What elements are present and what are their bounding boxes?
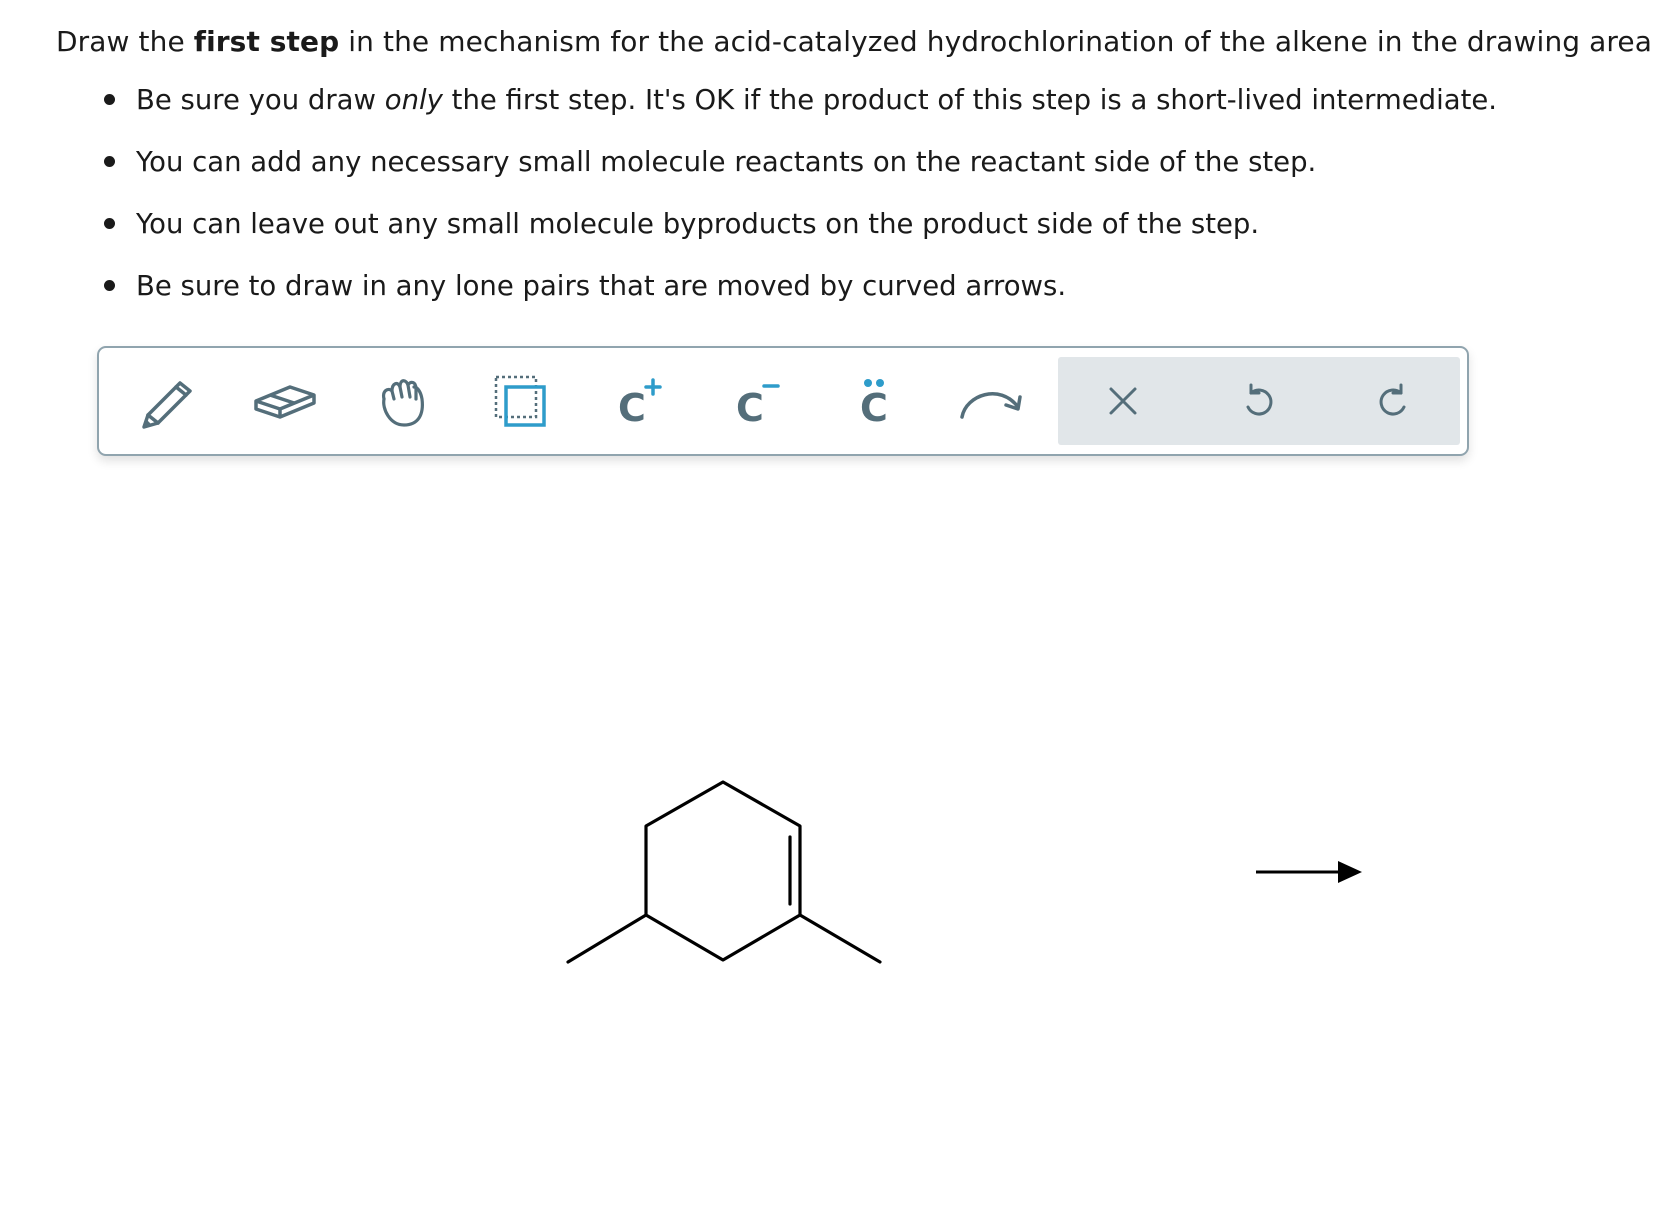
cyclohexene-ring	[646, 782, 800, 960]
lone-pair-tool-button[interactable]	[819, 356, 929, 446]
pencil-icon	[134, 369, 198, 433]
carbocation-letter: C	[618, 386, 646, 430]
instruction-item	[96, 264, 1497, 326]
instruction-emphasis: only	[384, 84, 443, 116]
pencil-tool-button[interactable]	[111, 356, 221, 446]
drawing-area[interactable]	[0, 470, 1654, 1216]
redo-button[interactable]	[1338, 357, 1448, 445]
carbanion-tool-button[interactable]	[701, 356, 811, 446]
select-tool-button[interactable]	[465, 356, 575, 446]
clear-button[interactable]	[1068, 357, 1178, 445]
instruction-text: the first step. It's OK if the product of this step is a short-lived intermediate.	[442, 84, 1498, 116]
methyl-bond-left	[568, 915, 646, 962]
instruction-text: Be sure you draw	[136, 84, 385, 116]
carbocation-icon	[606, 369, 670, 433]
reaction-arrow	[1256, 861, 1362, 883]
question-text	[56, 20, 1654, 64]
drawing-toolbar	[97, 346, 1469, 456]
eraser-icon	[252, 369, 316, 433]
instruction-text: You can add any necessary small molecule reactants on the reactant side of the step.	[136, 146, 1317, 178]
instruction-list	[96, 78, 1497, 326]
curved-arrow-icon	[956, 369, 1028, 433]
instruction-text: You can leave out any small molecule byproducts on the product side of the step.	[136, 208, 1260, 240]
instruction-item	[96, 202, 1497, 264]
hand-icon	[370, 369, 434, 433]
eraser-tool-button[interactable]	[229, 356, 339, 446]
alkene-molecule	[568, 782, 880, 962]
lone-pair-icon	[842, 369, 906, 433]
molecule-canvas	[0, 470, 1654, 1216]
hand-tool-button[interactable]	[347, 356, 457, 446]
instruction-text: Be sure to draw in any lone pairs that are moved by curved arrows.	[136, 270, 1067, 302]
instruction-item	[96, 140, 1497, 202]
question-post: in the mechanism for the acid-catalyzed hydrochlorination of the alkene in the drawing area	[339, 25, 1652, 58]
select-icon	[488, 369, 552, 433]
undo-button[interactable]	[1204, 357, 1314, 445]
curved-arrow-tool-button[interactable]	[937, 356, 1047, 446]
question-bold: first step	[193, 25, 340, 58]
carbanion-letter: C	[736, 386, 764, 430]
reaction-arrow-head	[1338, 861, 1362, 883]
instruction-item	[96, 78, 1497, 140]
redo-icon	[1373, 381, 1413, 421]
question-pre: Draw the	[56, 25, 194, 58]
undo-icon	[1239, 381, 1279, 421]
lone-pair-letter: C	[860, 386, 888, 430]
methyl-bond-right	[800, 915, 880, 962]
action-group	[1058, 357, 1460, 445]
carbanion-icon	[724, 369, 788, 433]
carbocation-tool-button[interactable]	[583, 356, 693, 446]
clear-icon	[1103, 381, 1143, 421]
